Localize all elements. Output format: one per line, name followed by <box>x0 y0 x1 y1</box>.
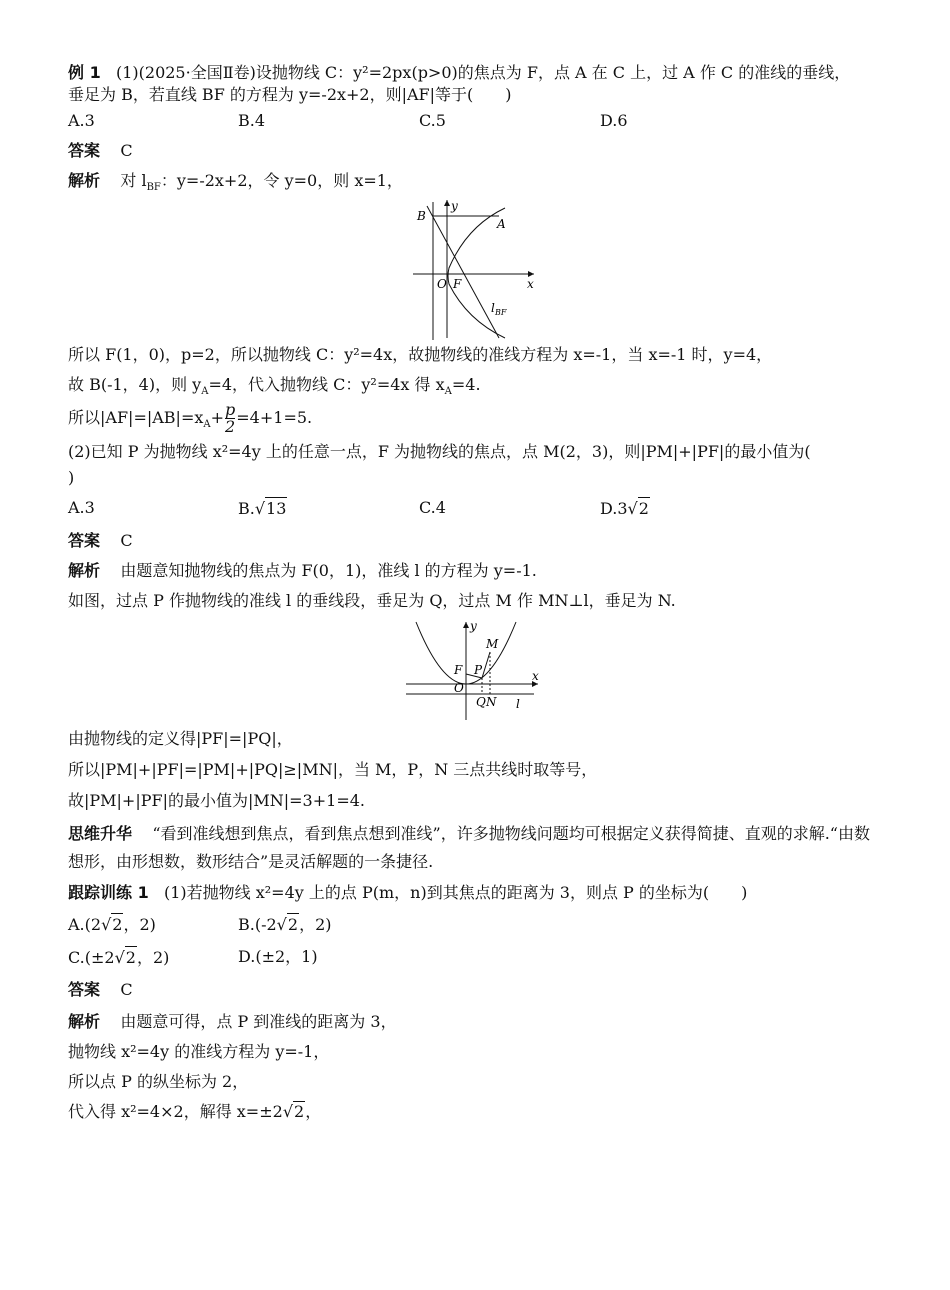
option-b: B.4 <box>238 111 266 130</box>
example1-question-line2 <box>68 84 880 106</box>
analysis-text: 抛物线 x²=4y 的准线方程为 y=-1， <box>68 1042 330 1061</box>
analysis-text: 所以 F(1，0)，p=2，所以抛物线 C：y²=4x，故抛物线的准线方程为 x=-1，当 x=-1 时，y=4， <box>68 345 773 364</box>
option-c-suffix: ，2) <box>136 948 170 967</box>
sqrt-symbol: √2 <box>114 948 136 967</box>
example1-q1-answer <box>68 140 880 162</box>
practice-analysis-line1 <box>68 1011 880 1033</box>
example1-q2-text: (2)已知 P 为抛物线 x²=4y 上的任意一点，F 为抛物线的焦点，点 M(2，3)，则|PM|+|PF|的最小值为( <box>68 442 811 461</box>
answer-label: 答案 <box>68 531 101 550</box>
example1-q1-analysis-line1 <box>68 170 880 192</box>
option-a: A.3 <box>68 111 95 130</box>
document-page <box>68 62 880 1123</box>
example1-q1-options <box>68 110 880 132</box>
fraction-denominator: 2 <box>225 417 236 436</box>
y-axis-arrow <box>463 622 469 628</box>
subscript: A <box>203 419 211 431</box>
example1-q2-analysis-line2 <box>68 590 880 612</box>
option-c: C.5 <box>419 111 446 130</box>
sqrt-symbol: √2 <box>627 499 649 518</box>
option-b <box>238 497 419 520</box>
label-l: l <box>491 301 495 315</box>
analysis-label: 解析 <box>68 171 101 190</box>
radicand: 2 <box>112 915 123 934</box>
figure-parabola-bf <box>409 198 539 340</box>
label-b: B <box>417 209 426 223</box>
analysis-text: 对 l <box>120 171 147 190</box>
subscript: A <box>444 386 452 398</box>
analysis-text: 由抛物线的定义得|PF|=|PQ|， <box>68 729 293 748</box>
thinking-label: 思维升华 <box>68 824 133 843</box>
sqrt-symbol: √2 <box>101 915 123 934</box>
practice-analysis-line3 <box>68 1071 880 1093</box>
analysis-label: 解析 <box>68 561 101 580</box>
option-b-prefix: B. <box>238 499 255 518</box>
radicand: 2 <box>125 948 136 967</box>
label-y: y <box>451 199 458 213</box>
analysis-label: 解析 <box>68 1012 101 1031</box>
practice-question-line <box>68 882 880 904</box>
radicand: 2 <box>294 1102 305 1121</box>
label-q: Q <box>476 695 486 709</box>
label-m: M <box>486 637 499 651</box>
analysis-text: 如图，过点 P 作抛物线的准线 l 的垂线段，垂足为 Q，过点 M 作 MN⊥l，垂足为 N. <box>68 591 676 610</box>
answer-label: 答案 <box>68 141 101 160</box>
thinking-text: “看到准线想到焦点，看到焦点想到准线”，许多抛物线问题均可根据定义获得简捷、直观的求解.“由数想形，由形想数，数形结合”是灵活解题的一条捷径. <box>68 824 870 871</box>
analysis-text: =4+1=5. <box>236 408 313 427</box>
example1-q2-analysis-line1 <box>68 560 880 582</box>
analysis-text: =4，代入抛物线 C：y²=4x 得 x <box>208 375 445 394</box>
option-d: D.6 <box>600 111 628 130</box>
option-c: C.4 <box>419 498 446 517</box>
option-a <box>68 913 238 936</box>
figure-parabola-pm <box>404 618 544 722</box>
label-l: l <box>516 697 520 711</box>
example1-q2-analysis-line5 <box>68 790 880 812</box>
option-a-prefix: A.(2 <box>68 915 102 934</box>
example1-question-line1 <box>68 62 880 84</box>
label-f: F <box>453 277 462 291</box>
answer-value: C <box>120 531 133 550</box>
label-o: O <box>437 277 447 291</box>
analysis-text: ， <box>305 1102 322 1121</box>
fraction-numerator: p <box>225 400 236 419</box>
example1-question2-line2 <box>68 467 880 489</box>
subscript: A <box>201 386 209 398</box>
label-y: y <box>470 619 477 633</box>
plus-sign: + <box>210 408 225 427</box>
option-b-prefix: B.(-2 <box>238 915 277 934</box>
label-x: x <box>527 277 534 291</box>
answer-value: C <box>120 141 133 160</box>
radicand: 13 <box>266 499 287 518</box>
label-p: P <box>474 663 483 677</box>
example1-q1-analysis-line3 <box>68 374 880 396</box>
practice-answer <box>68 979 880 1001</box>
example1-q1-text: (1)(2025·全国Ⅱ卷)设抛物线 C：y²=2px(p>0)的焦点为 F，点 A 在 C 上，过 A 作 C 的准线的垂线， <box>115 63 851 82</box>
analysis-text: 故|PM|+|PF|的最小值为|MN|=3+1=4. <box>68 791 365 810</box>
practice-analysis-line4 <box>68 1101 880 1123</box>
practice-options-row1 <box>68 913 880 936</box>
example1-question2-line1 <box>68 441 880 463</box>
label-l-subscript: BF <box>495 308 507 317</box>
option-b-suffix: ，2) <box>299 915 332 934</box>
label-x: x <box>532 669 539 683</box>
fraction-p-over-2 <box>225 402 235 435</box>
analysis-text: 由题意知抛物线的焦点为 F(0，1)，准线 l 的方程为 y=-1. <box>120 561 537 580</box>
line-bf <box>427 206 499 338</box>
sqrt-symbol: √13 <box>254 499 287 518</box>
example1-q2-answer <box>68 530 880 552</box>
sqrt-symbol: √2 <box>276 915 299 934</box>
example1-q2-options <box>68 497 880 520</box>
option-d <box>600 497 650 520</box>
example1-q2-analysis-line3 <box>68 728 880 750</box>
analysis-text: =4. <box>451 375 481 394</box>
practice-q-text: (1)若抛物线 x²=4y 上的点 P(m，n)到其焦点的距离为 3，则点 P 的坐标为( ) <box>163 883 748 902</box>
radicand: 2 <box>287 915 299 934</box>
option-d: D.(±2，1) <box>238 947 318 966</box>
practice-analysis-line2 <box>68 1041 880 1063</box>
example1-q2-text2: ) <box>68 468 75 487</box>
option-d-prefix: D.3 <box>600 499 628 518</box>
label-a: A <box>497 217 506 231</box>
practice-label: 跟踪训练 1 <box>68 883 149 902</box>
option-b <box>238 913 332 936</box>
answer-label: 答案 <box>68 980 101 999</box>
sqrt-symbol: √2 <box>282 1102 305 1121</box>
radicand: 2 <box>638 499 649 518</box>
option-a-suffix: ，2) <box>123 915 156 934</box>
example1-q2-analysis-line4 <box>68 759 880 781</box>
thinking-paragraph <box>68 820 880 876</box>
y-axis-arrow <box>444 200 450 206</box>
example1-q1-analysis-line2 <box>68 344 880 366</box>
label-f: F <box>454 663 463 677</box>
analysis-text: 故 B(-1，4)，则 y <box>68 375 202 394</box>
label-o: O <box>454 681 464 695</box>
option-a: A.3 <box>68 498 95 517</box>
analysis-text: 所以|AF|=|AB|=x <box>68 408 204 427</box>
analysis-text: 代入得 x²=4×2，解得 x=±2 <box>68 1102 283 1121</box>
option-c <box>68 946 238 969</box>
practice-options-row2 <box>68 946 880 969</box>
example1-q1-analysis-line4 <box>68 402 880 435</box>
label-n: N <box>486 695 497 709</box>
subscript: BF <box>146 182 161 194</box>
analysis-text: ：y=-2x+2，令 y=0，则 x=1， <box>160 171 403 190</box>
analysis-text: 所以|PM|+|PF|=|PM|+|PQ|≥|MN|，当 M，P，N 三点共线时取等号， <box>68 760 598 779</box>
option-c-prefix: C.(±2 <box>68 948 115 967</box>
analysis-text: 由题意可得，点 P 到准线的距离为 3， <box>120 1012 397 1031</box>
example-label: 例 1 <box>68 63 101 82</box>
answer-value: C <box>120 980 133 999</box>
example1-q1-text2: 垂足为 B，若直线 BF 的方程为 y=-2x+2，则|AF|等于( ) <box>68 85 512 104</box>
analysis-text: 所以点 P 的纵坐标为 2， <box>68 1072 249 1091</box>
